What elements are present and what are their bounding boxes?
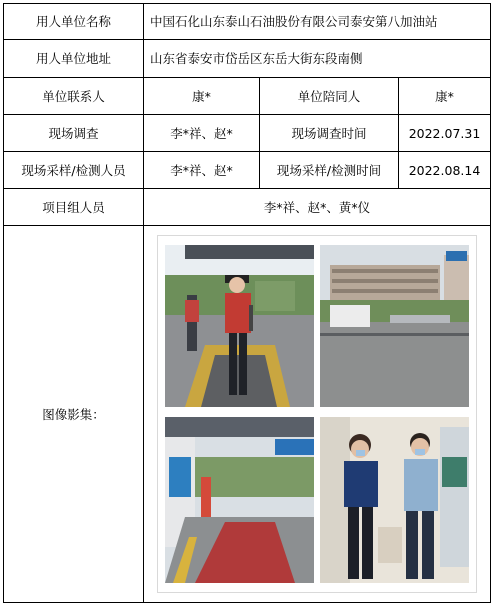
unit-address-label: 用人单位地址 [4,40,144,78]
images-label: 图像影集： [4,226,144,603]
sampling-label: 现场采样/检测人员 [4,152,144,189]
team-value: 李*祥、赵*、黄*仪 [144,189,491,226]
images-cell [144,226,491,603]
contact-label: 单位联系人 [4,78,144,115]
contact-value: 康* [144,78,260,115]
photo-forecourt-image [165,417,314,583]
unit-name-label: 用人单位名称 [4,4,144,40]
row-sampling [4,152,491,189]
photo-staff-indoor [320,417,469,583]
row-contact [4,78,491,115]
photo-album [157,235,477,593]
sampling-value: 李*祥、赵* [144,152,260,189]
survey-value: 李*祥、赵* [144,115,260,152]
inspection-info-table [3,3,491,603]
photo-site-entrance [165,245,314,407]
escort-label: 单位陪同人 [260,78,399,115]
unit-name-value: 中国石化山东泰山石油股份有限公司泰安第八加油站 [144,4,491,40]
row-unit-name [4,4,491,40]
photo-site-entrance-image [165,245,314,407]
team-label: 项目组人员 [4,189,144,226]
row-unit-address [4,40,491,78]
sampling-time-label: 现场采样/检测时间 [260,152,399,189]
photo-station-yard [320,245,469,407]
survey-time-value: 2022.07.31 [399,115,491,152]
row-survey [4,115,491,152]
row-team [4,189,491,226]
unit-address-value: 山东省泰安市岱岳区东岳大街东段南侧 [144,40,491,78]
survey-time-label: 现场调查时间 [260,115,399,152]
photo-station-yard-image [320,245,469,407]
sampling-time-value: 2022.08.14 [399,152,491,189]
photo-forecourt [165,417,314,583]
photo-staff-indoor-image [320,417,469,583]
survey-label: 现场调查 [4,115,144,152]
escort-value: 康* [399,78,491,115]
row-images [4,226,491,603]
